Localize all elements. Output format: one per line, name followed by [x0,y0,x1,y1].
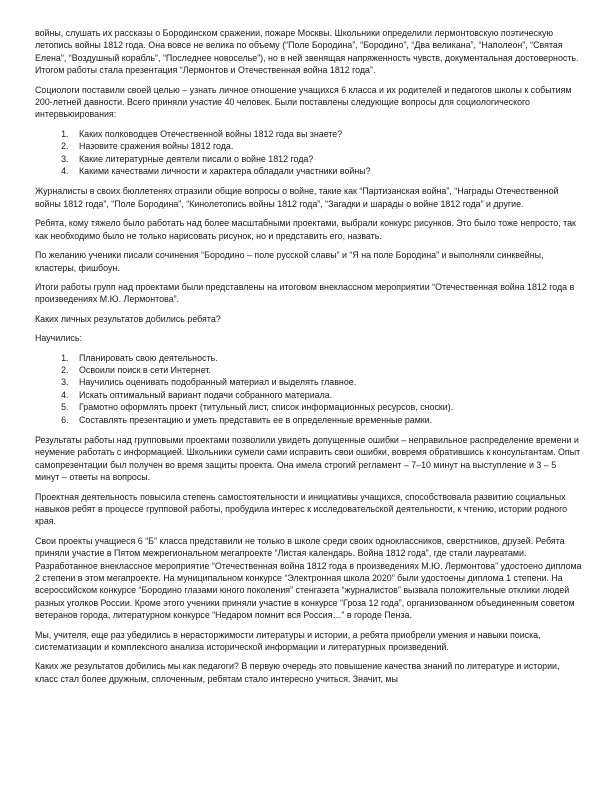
list-item: 2. Освоили поиск в сети Интернет. [71,364,582,376]
paragraph-teacher-results: Каких же результатов добились мы как педагоги? В первую очередь это повышение качества знаний по литературе и истории, класс стал более дружным, сплоченным, ребятам стало интересно учиться. Значит, мы [35,661,560,684]
paragraph-sociologists: Социологи поставили своей целью – узнать личное отношение учащихся 6 класса и их родителей и педагогов школы к событиям 200-летней давности. Всего приняли участие 40 человек. Были поставлены следующие вопросы для социологического интервьюирования: [35,84,572,120]
list-item: 1. Каких полководцев Отечественной войны 1812 года вы знаете? [71,128,582,140]
paragraph-drawing-contest: Ребята, кому тяжело было работать над более масштабными проектами, выбрали конкурс рисунков. Это было тоже непросто, так как необходимо было не только нарисовать рисунок, но и представить его, назвать. [35,218,576,241]
list-item: 4. Какими качествами личности и характера обладали участники войны? [71,165,582,177]
list-item: 3. Научились оценивать подобранный материал и выделять главное. [71,376,582,388]
list-item: 6. Составлять презентацию и уметь представить ее в определенные временные рамки. [71,414,582,426]
list-item: 1. Планировать свою деятельность. [71,352,582,364]
paragraph-personal-results-question: Каких личных результатов добились ребята? [35,313,221,324]
survey-questions-list [35,128,582,178]
learned-skills-list [35,352,582,426]
paragraph-essays: По желанию ученики писали сочинения “Бородино – поле русской славы” и “Я на поле Бородина” и выполняли синквейны, кластеры, фишбоун. [35,250,544,273]
paragraph-journalists: Журналисты в своих бюллетенях отразили общие вопросы о войне, такие как “Партизанская война”, “Награды Отечественной войны 1812 года”, “Поле Бородина”, “Кинолетопись войны 1812 года”, “Загадки и шарады о войне 1812 года” и другие. [35,186,559,209]
text-column [35,27,582,692]
list-item: 5. Грамотно оформлять проект (титульный лист, список информационных ресурсов, сноски). [71,401,582,413]
list-item: 3. Какие литературные деятели писали о войне 1812 года? [71,153,582,165]
paragraph-competitions: Свои проекты учащиеся 6 “Б” класса представили не только в школе среди своих одноклассников, сверстников, друзей. Ребята приняли участие в Пятом межрегиональном мегапроекте “Листая календарь. Война 1812 года”, где стали лауреатами. Разработанное внеклассное мероприятие “Отечественная война 1812 года в произведениях М.Ю. Лермонтова” удостоено диплома 2 степени в этом мегапроекте. На муниципальном конкурсе “Электронная школа 2020” были удостоены диплома 1 степени. На всероссийском конкурсе “Бородино глазами юного поколения” стенгазета “журналистов” вызвала положительные отклики людей разных уголков России. Кроме этого ученики приняли участие в конкурсе “Гроза 12 года”, организованном объединенным советом ветеранов города, литературном конкурсе “Недаром помнит вся Россия…” в городе Пенза. [35,535,582,621]
paragraph-lermontov-chronicle: войны, слушать их рассказы о Бородинском сражении, пожаре Москвы. Школьники определили лермонтовскую поэтическую летопись войны 1812 года. Она вовсе не велика по объему (“Поле Бородина”, “Бородино”, “Два великана”, “Наполеон”, “Святая Елена”, “Воздушный корабль”, “Последнее новоселье”), но в ней звенящая напряженность чувств, документальная достоверность. Итогом работы стала презентация “Лермонтов и Отечественная война 1812 года”. [35,28,579,76]
paragraph-final-event: Итоги работы групп над проектами были представлены на итоговом внеклассном мероприятии “Отечественная война 1812 года в произведениях М.Ю. Лермонтова”. [35,281,575,305]
list-item: 4. Искать оптимальный вариант подачи собранного материала. [71,389,582,401]
paragraph-project-activity: Проектная деятельность повысила степень самостоятельности и инициативы учащихся, способствовала развитию социальных навыков ребят в процессе групповой работы, пробудила интерес к исследовательской деятельности, к чтению, истории родного края. [35,491,568,527]
list-item: 2. Назовите сражения войны 1812 года. [71,140,582,152]
paragraph-learned-heading: Научились: [35,333,82,344]
paragraph-teachers-conviction: Мы, учителя, еще раз убедились в нерасторжимости литературы и истории, а ребята приобрели умения и навыки поиска, систематизации и комплексного анализа исторической информации и литературных произведений. [35,629,541,653]
paragraph-group-results: Результаты работы над групповыми проектами позволили увидеть допущенные ошибки – неправильное распределение времени и неумение работать с информацией. Школьники сумели сами исправить свои ошибки, вовремя обратившись к консультантам. Опыт самопрезентации был получен во время защиты проекта. Она имела строгий регламент – 7–10 минут на выступление и 3 – 5 минут – ответы на вопросы. [35,434,581,483]
